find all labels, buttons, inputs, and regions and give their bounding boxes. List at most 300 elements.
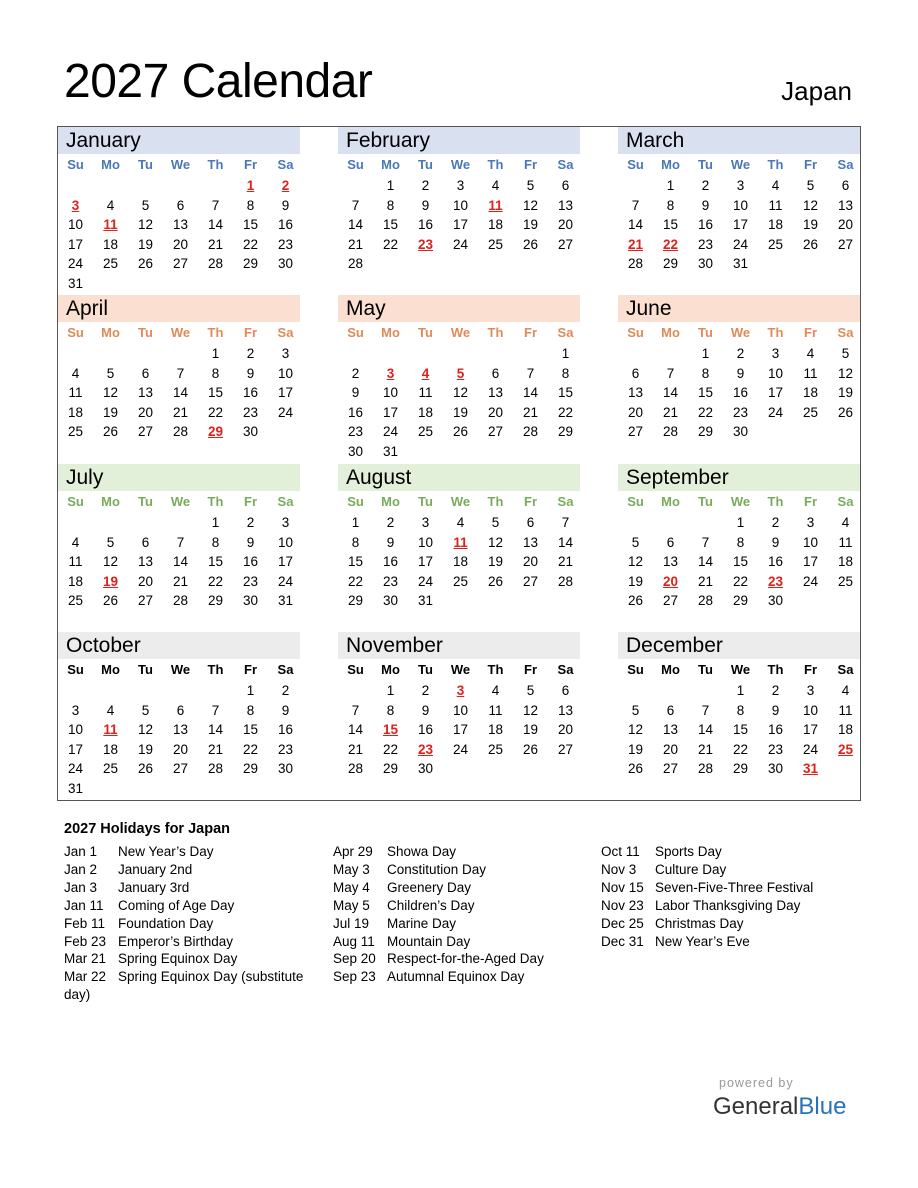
day-cell[interactable]: 14	[207, 217, 224, 232]
holiday-day-cell[interactable]: 11	[103, 217, 118, 232]
day-cell[interactable]: 25	[767, 236, 784, 252]
day-cell[interactable]: 23	[347, 424, 364, 439]
day-cell[interactable]: 26	[522, 741, 539, 757]
day-cell[interactable]: 21	[662, 404, 679, 420]
day-cell[interactable]: 4	[806, 346, 815, 361]
day-cell[interactable]: 5	[806, 178, 815, 193]
day-cell[interactable]: 6	[561, 178, 570, 193]
day-cell[interactable]: 9	[246, 365, 255, 381]
day-cell[interactable]: 14	[522, 385, 539, 400]
day-cell[interactable]: 8	[246, 197, 255, 213]
day-cell[interactable]: 21	[557, 554, 574, 569]
day-cell[interactable]: 30	[732, 424, 749, 439]
day-cell[interactable]: 12	[837, 365, 854, 381]
day-cell[interactable]: 5	[141, 197, 150, 213]
day-cell[interactable]: 29	[242, 761, 259, 776]
day-cell[interactable]: 13	[172, 722, 189, 737]
day-cell[interactable]: 10	[802, 534, 819, 550]
day-cell[interactable]: 27	[557, 236, 574, 252]
day-cell[interactable]: 1	[386, 683, 395, 698]
day-cell[interactable]: 27	[137, 424, 154, 439]
day-cell[interactable]: 13	[662, 722, 679, 737]
day-cell[interactable]: 19	[522, 722, 539, 737]
day-cell[interactable]: 1	[386, 178, 395, 193]
day-cell[interactable]: 2	[736, 346, 745, 361]
day-cell[interactable]: 12	[487, 534, 504, 550]
day-cell[interactable]: 20	[662, 741, 679, 757]
day-cell[interactable]: 23	[242, 573, 259, 589]
day-cell[interactable]: 22	[347, 573, 364, 589]
day-cell[interactable]: 31	[67, 780, 84, 796]
day-cell[interactable]: 10	[67, 217, 84, 232]
day-cell[interactable]: 6	[491, 365, 500, 381]
day-cell[interactable]: 1	[561, 346, 570, 361]
day-cell[interactable]: 16	[417, 217, 434, 232]
day-cell[interactable]: 18	[102, 741, 119, 757]
day-cell[interactable]: 24	[67, 761, 84, 776]
day-cell[interactable]: 26	[102, 424, 119, 439]
day-cell[interactable]: 16	[242, 385, 259, 400]
day-cell[interactable]: 3	[806, 515, 815, 530]
day-cell[interactable]: 25	[802, 404, 819, 420]
day-cell[interactable]: 17	[452, 722, 469, 737]
day-cell[interactable]: 22	[382, 741, 399, 757]
day-cell[interactable]: 10	[732, 197, 749, 213]
day-cell[interactable]: 8	[736, 534, 745, 550]
day-cell[interactable]: 19	[137, 236, 154, 252]
day-cell[interactable]: 14	[662, 385, 679, 400]
day-cell[interactable]: 15	[662, 217, 679, 232]
day-cell[interactable]: 19	[627, 573, 644, 589]
day-cell[interactable]: 9	[771, 702, 780, 718]
day-cell[interactable]: 26	[487, 573, 504, 589]
day-cell[interactable]: 9	[421, 197, 430, 213]
day-cell[interactable]: 28	[557, 573, 574, 589]
day-cell[interactable]: 6	[631, 365, 640, 381]
day-cell[interactable]: 6	[666, 534, 675, 550]
day-cell[interactable]: 8	[351, 534, 360, 550]
day-cell[interactable]: 30	[697, 256, 714, 271]
day-cell[interactable]: 1	[246, 683, 255, 698]
day-cell[interactable]: 5	[841, 346, 850, 361]
holiday-day-cell[interactable]: 21	[627, 236, 644, 252]
holiday-day-cell[interactable]: 11	[488, 197, 503, 213]
day-cell[interactable]: 21	[697, 573, 714, 589]
day-cell[interactable]: 27	[662, 593, 679, 608]
day-cell[interactable]: 16	[732, 385, 749, 400]
day-cell[interactable]: 28	[697, 593, 714, 608]
day-cell[interactable]: 13	[137, 554, 154, 569]
day-cell[interactable]: 24	[452, 741, 469, 757]
day-cell[interactable]: 22	[732, 741, 749, 757]
day-cell[interactable]: 8	[561, 365, 570, 381]
day-cell[interactable]: 5	[106, 365, 115, 381]
day-cell[interactable]: 16	[277, 217, 294, 232]
day-cell[interactable]: 10	[417, 534, 434, 550]
day-cell[interactable]: 10	[452, 702, 469, 718]
day-cell[interactable]: 22	[242, 741, 259, 757]
day-cell[interactable]: 26	[522, 236, 539, 252]
day-cell[interactable]: 16	[417, 722, 434, 737]
day-cell[interactable]: 25	[487, 741, 504, 757]
day-cell[interactable]: 14	[347, 722, 364, 737]
day-cell[interactable]: 9	[281, 702, 290, 718]
day-cell[interactable]: 1	[736, 515, 745, 530]
day-cell[interactable]: 18	[487, 722, 504, 737]
day-cell[interactable]: 30	[382, 593, 399, 608]
day-cell[interactable]: 27	[662, 761, 679, 776]
day-cell[interactable]: 29	[242, 256, 259, 271]
day-cell[interactable]: 7	[701, 534, 710, 550]
day-cell[interactable]: 30	[277, 256, 294, 271]
day-cell[interactable]: 3	[281, 346, 290, 361]
day-cell[interactable]: 6	[561, 683, 570, 698]
day-cell[interactable]: 26	[137, 761, 154, 776]
day-cell[interactable]: 7	[526, 365, 535, 381]
day-cell[interactable]: 5	[106, 534, 115, 550]
day-cell[interactable]: 18	[102, 236, 119, 252]
day-cell[interactable]: 15	[382, 217, 399, 232]
day-cell[interactable]: 13	[172, 217, 189, 232]
day-cell[interactable]: 12	[522, 702, 539, 718]
day-cell[interactable]: 15	[242, 722, 259, 737]
day-cell[interactable]: 29	[382, 761, 399, 776]
day-cell[interactable]: 31	[67, 275, 84, 291]
day-cell[interactable]: 2	[701, 178, 710, 193]
day-cell[interactable]: 17	[802, 554, 819, 569]
day-cell[interactable]: 13	[557, 702, 574, 718]
day-cell[interactable]: 16	[767, 722, 784, 737]
day-cell[interactable]: 1	[211, 515, 220, 530]
day-cell[interactable]: 7	[561, 515, 570, 530]
day-cell[interactable]: 8	[666, 197, 675, 213]
day-cell[interactable]: 8	[246, 702, 255, 718]
day-cell[interactable]: 14	[627, 217, 644, 232]
day-cell[interactable]: 22	[382, 236, 399, 252]
day-cell[interactable]: 7	[666, 365, 675, 381]
day-cell[interactable]: 16	[697, 217, 714, 232]
day-cell[interactable]: 27	[487, 424, 504, 439]
day-cell[interactable]: 20	[137, 573, 154, 589]
day-cell[interactable]: 10	[802, 702, 819, 718]
day-cell[interactable]: 29	[207, 593, 224, 608]
day-cell[interactable]: 5	[526, 178, 535, 193]
day-cell[interactable]: 25	[452, 573, 469, 589]
day-cell[interactable]: 24	[67, 256, 84, 271]
day-cell[interactable]: 8	[736, 702, 745, 718]
day-cell[interactable]: 6	[526, 515, 535, 530]
day-cell[interactable]: 19	[522, 217, 539, 232]
day-cell[interactable]: 24	[767, 404, 784, 420]
day-cell[interactable]: 24	[417, 573, 434, 589]
day-cell[interactable]: 4	[456, 515, 465, 530]
day-cell[interactable]: 17	[277, 385, 294, 400]
day-cell[interactable]: 14	[557, 534, 574, 550]
day-cell[interactable]: 4	[771, 178, 780, 193]
day-cell[interactable]: 9	[771, 534, 780, 550]
day-cell[interactable]: 28	[172, 424, 189, 439]
day-cell[interactable]: 4	[491, 178, 500, 193]
holiday-day-cell[interactable]: 3	[386, 365, 395, 381]
day-cell[interactable]: 12	[452, 385, 469, 400]
day-cell[interactable]: 14	[172, 554, 189, 569]
day-cell[interactable]: 1	[736, 683, 745, 698]
day-cell[interactable]: 6	[176, 702, 185, 718]
holiday-day-cell[interactable]: 29	[207, 424, 224, 439]
day-cell[interactable]: 16	[767, 554, 784, 569]
day-cell[interactable]: 15	[697, 385, 714, 400]
day-cell[interactable]: 23	[697, 236, 714, 252]
day-cell[interactable]: 15	[347, 554, 364, 569]
day-cell[interactable]: 25	[487, 236, 504, 252]
day-cell[interactable]: 10	[452, 197, 469, 213]
day-cell[interactable]: 4	[106, 197, 115, 213]
day-cell[interactable]: 17	[382, 404, 399, 420]
day-cell[interactable]: 18	[67, 573, 84, 589]
day-cell[interactable]: 3	[806, 683, 815, 698]
day-cell[interactable]: 12	[802, 197, 819, 213]
day-cell[interactable]: 16	[242, 554, 259, 569]
day-cell[interactable]: 4	[491, 683, 500, 698]
day-cell[interactable]: 23	[382, 573, 399, 589]
day-cell[interactable]: 11	[768, 197, 783, 213]
day-cell[interactable]: 25	[67, 424, 84, 439]
day-cell[interactable]: 2	[281, 683, 290, 698]
day-cell[interactable]: 12	[102, 554, 119, 569]
day-cell[interactable]: 6	[841, 178, 850, 193]
day-cell[interactable]: 13	[487, 385, 504, 400]
brand-logo[interactable]	[713, 1093, 846, 1121]
day-cell[interactable]: 7	[631, 197, 640, 213]
day-cell[interactable]: 11	[68, 554, 83, 569]
day-cell[interactable]: 2	[386, 515, 395, 530]
holiday-day-cell[interactable]: 11	[453, 534, 468, 550]
day-cell[interactable]: 17	[67, 741, 84, 757]
day-cell[interactable]: 19	[102, 404, 119, 420]
day-cell[interactable]: 3	[456, 178, 465, 193]
day-cell[interactable]: 22	[732, 573, 749, 589]
day-cell[interactable]: 28	[627, 256, 644, 271]
day-cell[interactable]: 30	[347, 443, 364, 459]
day-cell[interactable]: 8	[386, 197, 395, 213]
day-cell[interactable]: 14	[207, 722, 224, 737]
day-cell[interactable]: 20	[172, 741, 189, 757]
day-cell[interactable]: 13	[837, 197, 854, 213]
day-cell[interactable]: 12	[137, 722, 154, 737]
holiday-day-cell[interactable]: 23	[417, 236, 434, 252]
day-cell[interactable]: 24	[277, 404, 294, 420]
day-cell[interactable]: 22	[207, 573, 224, 589]
day-cell[interactable]: 27	[557, 741, 574, 757]
day-cell[interactable]: 25	[102, 256, 119, 271]
day-cell[interactable]: 24	[452, 236, 469, 252]
day-cell[interactable]: 6	[666, 702, 675, 718]
day-cell[interactable]: 3	[281, 515, 290, 530]
day-cell[interactable]: 30	[417, 761, 434, 776]
day-cell[interactable]: 29	[732, 761, 749, 776]
day-cell[interactable]: 4	[841, 683, 850, 698]
day-cell[interactable]: 30	[767, 593, 784, 608]
day-cell[interactable]: 21	[172, 404, 189, 420]
day-cell[interactable]: 10	[67, 722, 84, 737]
holiday-day-cell[interactable]: 3	[456, 683, 465, 698]
day-cell[interactable]: 28	[207, 761, 224, 776]
day-cell[interactable]: 16	[347, 404, 364, 420]
day-cell[interactable]: 20	[172, 236, 189, 252]
day-cell[interactable]: 19	[837, 385, 854, 400]
day-cell[interactable]: 28	[662, 424, 679, 439]
day-cell[interactable]: 18	[487, 217, 504, 232]
day-cell[interactable]: 28	[522, 424, 539, 439]
day-cell[interactable]: 2	[246, 515, 255, 530]
day-cell[interactable]: 8	[701, 365, 710, 381]
day-cell[interactable]: 10	[767, 365, 784, 381]
day-cell[interactable]: 18	[802, 385, 819, 400]
day-cell[interactable]: 26	[837, 404, 854, 420]
day-cell[interactable]: 24	[277, 573, 294, 589]
day-cell[interactable]: 4	[71, 365, 80, 381]
day-cell[interactable]: 2	[771, 515, 780, 530]
day-cell[interactable]: 8	[211, 365, 220, 381]
day-cell[interactable]: 26	[102, 593, 119, 608]
day-cell[interactable]: 23	[767, 741, 784, 757]
day-cell[interactable]: 13	[137, 385, 154, 400]
day-cell[interactable]: 17	[67, 236, 84, 252]
day-cell[interactable]: 2	[771, 683, 780, 698]
day-cell[interactable]: 29	[347, 593, 364, 608]
day-cell[interactable]: 22	[207, 404, 224, 420]
holiday-day-cell[interactable]: 19	[102, 573, 119, 589]
day-cell[interactable]: 13	[627, 385, 644, 400]
day-cell[interactable]: 15	[242, 217, 259, 232]
day-cell[interactable]: 11	[803, 365, 818, 381]
day-cell[interactable]: 22	[697, 404, 714, 420]
day-cell[interactable]: 9	[281, 197, 290, 213]
day-cell[interactable]: 21	[207, 741, 224, 757]
day-cell[interactable]: 7	[176, 365, 185, 381]
day-cell[interactable]: 5	[631, 534, 640, 550]
day-cell[interactable]: 3	[736, 178, 745, 193]
day-cell[interactable]: 17	[452, 217, 469, 232]
holiday-day-cell[interactable]: 20	[662, 573, 679, 589]
holiday-day-cell[interactable]: 2	[281, 178, 290, 193]
day-cell[interactable]: 31	[277, 593, 294, 608]
day-cell[interactable]: 16	[382, 554, 399, 569]
holiday-day-cell[interactable]: 5	[456, 365, 465, 381]
day-cell[interactable]: 20	[487, 404, 504, 420]
day-cell[interactable]: 14	[697, 722, 714, 737]
day-cell[interactable]: 24	[382, 424, 399, 439]
day-cell[interactable]: 27	[137, 593, 154, 608]
holiday-day-cell[interactable]: 4	[421, 365, 430, 381]
day-cell[interactable]: 11	[838, 702, 853, 718]
day-cell[interactable]: 17	[767, 385, 784, 400]
day-cell[interactable]: 24	[802, 573, 819, 589]
day-cell[interactable]: 30	[277, 761, 294, 776]
day-cell[interactable]: 18	[837, 554, 854, 569]
day-cell[interactable]: 6	[176, 197, 185, 213]
day-cell[interactable]: 1	[666, 178, 675, 193]
day-cell[interactable]: 29	[697, 424, 714, 439]
day-cell[interactable]: 10	[382, 385, 399, 400]
day-cell[interactable]: 19	[627, 741, 644, 757]
day-cell[interactable]: 27	[627, 424, 644, 439]
day-cell[interactable]: 6	[141, 365, 150, 381]
day-cell[interactable]: 26	[137, 256, 154, 271]
day-cell[interactable]: 30	[242, 593, 259, 608]
day-cell[interactable]: 17	[732, 217, 749, 232]
day-cell[interactable]: 25	[67, 593, 84, 608]
day-cell[interactable]: 21	[697, 741, 714, 757]
day-cell[interactable]: 7	[351, 702, 360, 718]
day-cell[interactable]: 25	[837, 573, 854, 589]
day-cell[interactable]: 7	[211, 702, 220, 718]
day-cell[interactable]: 23	[277, 741, 294, 757]
day-cell[interactable]: 25	[417, 424, 434, 439]
holiday-day-cell[interactable]: 1	[246, 178, 255, 193]
day-cell[interactable]: 27	[172, 761, 189, 776]
day-cell[interactable]: 28	[697, 761, 714, 776]
day-cell[interactable]: 24	[732, 236, 749, 252]
day-cell[interactable]: 2	[351, 365, 360, 381]
day-cell[interactable]: 29	[732, 593, 749, 608]
day-cell[interactable]: 31	[417, 593, 434, 608]
day-cell[interactable]: 20	[522, 554, 539, 569]
day-cell[interactable]: 9	[736, 365, 745, 381]
day-cell[interactable]: 29	[557, 424, 574, 439]
day-cell[interactable]: 16	[277, 722, 294, 737]
day-cell[interactable]: 14	[347, 217, 364, 232]
day-cell[interactable]: 20	[137, 404, 154, 420]
day-cell[interactable]: 23	[277, 236, 294, 252]
day-cell[interactable]: 10	[277, 534, 294, 550]
day-cell[interactable]: 30	[242, 424, 259, 439]
day-cell[interactable]: 12	[137, 217, 154, 232]
day-cell[interactable]: 3	[771, 346, 780, 361]
day-cell[interactable]: 18	[767, 217, 784, 232]
day-cell[interactable]: 12	[522, 197, 539, 213]
day-cell[interactable]: 27	[837, 236, 854, 252]
day-cell[interactable]: 31	[732, 256, 749, 271]
day-cell[interactable]: 24	[802, 741, 819, 757]
day-cell[interactable]: 17	[802, 722, 819, 737]
day-cell[interactable]: 3	[421, 515, 430, 530]
day-cell[interactable]: 19	[137, 741, 154, 757]
day-cell[interactable]: 2	[246, 346, 255, 361]
day-cell[interactable]: 11	[68, 385, 83, 400]
day-cell[interactable]: 11	[488, 702, 503, 718]
day-cell[interactable]: 15	[557, 385, 574, 400]
day-cell[interactable]: 5	[631, 702, 640, 718]
day-cell[interactable]: 26	[452, 424, 469, 439]
day-cell[interactable]: 18	[452, 554, 469, 569]
day-cell[interactable]: 13	[662, 554, 679, 569]
day-cell[interactable]: 8	[386, 702, 395, 718]
day-cell[interactable]: 21	[172, 573, 189, 589]
day-cell[interactable]: 22	[242, 236, 259, 252]
day-cell[interactable]: 18	[837, 722, 854, 737]
day-cell[interactable]: 11	[838, 534, 853, 550]
day-cell[interactable]: 7	[211, 197, 220, 213]
day-cell[interactable]: 19	[802, 217, 819, 232]
day-cell[interactable]: 6	[141, 534, 150, 550]
day-cell[interactable]: 20	[557, 217, 574, 232]
day-cell[interactable]: 14	[172, 385, 189, 400]
day-cell[interactable]: 21	[347, 236, 364, 252]
day-cell[interactable]: 26	[627, 761, 644, 776]
holiday-day-cell[interactable]: 15	[382, 722, 399, 737]
day-cell[interactable]: 10	[277, 365, 294, 381]
